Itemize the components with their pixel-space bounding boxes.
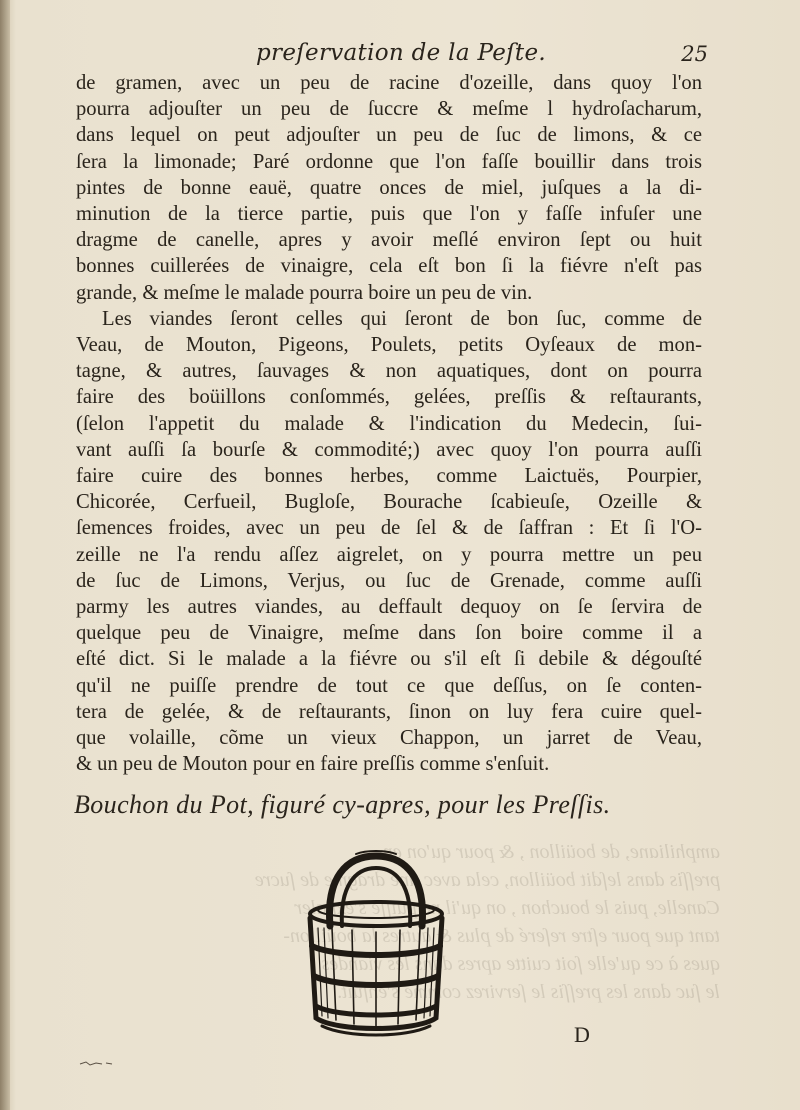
body-text	[76, 70, 702, 777]
figure-caption: Bouchon du Pot, figuré cy-apres, pour les Preſſis.	[74, 790, 611, 819]
running-head	[78, 40, 708, 74]
text-line: pintes de bonne eauë, quatre onces de miel, juſques a la di-	[76, 176, 702, 199]
ink-smudge	[78, 1058, 118, 1068]
text-line: tera de gelée, & de reſtaurants, ſinon on luy fera cuire quel-	[76, 700, 702, 723]
text-line: dans lequel on peut adjouſter un peu de ſuc de limons, & ce	[76, 124, 702, 147]
lidded-pot-woodcut-icon	[296, 848, 456, 1038]
text-line: faire des boüillons conſommés, gelées, preſſis & reſtaurants,	[76, 386, 702, 409]
text-line: de gramen, avec un peu de racine d'ozeille, dans quoy l'on	[76, 72, 702, 94]
text-line: Les viandes ſeront celles qui ſeront de bon ſuc, comme de	[102, 307, 702, 330]
text-line: vant auſſi ſa bourſe & commodité;) avec quoy l'on pourra auſſi	[76, 438, 702, 461]
signature-mark: D	[574, 1022, 590, 1047]
text-line: tagne, & autres, ſauvages & non aquatiques, dont on pourra	[76, 360, 702, 383]
text-line: zeille ne l'a rendu aſſez aigrelet, on y pourra mettre un peu	[76, 543, 702, 566]
text-line: pourra adjouſter un peu de ſuccre & meſme l hydroſacharum,	[76, 98, 702, 121]
text-line: quelque peu de Vinaigre, meſme dans ſon boire comme il a	[76, 622, 702, 645]
page-number: 25	[681, 42, 708, 66]
text-line: de ſuc de Limons, Verjus, ou ſuc de Grenade, comme auſſi	[76, 569, 702, 592]
text-line: que volaille, cõme un vieux Chappon, un jarret de Veau,	[76, 727, 702, 750]
text-line: minution de la tierce partie, puis que l'on y faſſe infuſer une	[76, 203, 702, 226]
text-line: eſté dict. Si le malade a la fiévre ou s'il eſt ſi debile & dégouſté	[76, 648, 702, 671]
text-line: qu'il ne puiſſe prendre de tout ce que deſſus, on ſe conten-	[76, 674, 702, 697]
text-line: ſera la limonade; Paré ordonne que l'on faſſe bouillir dans trois	[76, 150, 702, 173]
text-line: Veau, de Mouton, Pigeons, Poulets, petits Oyſeaux de mon-	[76, 334, 702, 357]
text-line: dragme de canelle, apres y avoir meſlé environ ſept ou huit	[76, 229, 702, 252]
text-line: parmy les autres viandes, au deffault dequoy on ſe ſervira de	[76, 596, 702, 619]
text-line: ſemences froides, avec un peu de ſel & de ſaffran : Et ſi l'O-	[76, 517, 702, 540]
text-line: faire cuire des bonnes herbes, comme Laictuës, Pourpier,	[76, 465, 702, 488]
running-title: preſervation de la Peſte.	[256, 40, 546, 66]
text-line: bonnes cuillerées de vinaigre, cela eſt bon ſi la fiévre n'eſt pas	[76, 255, 702, 278]
text-line: grande, & meſme le malade pourra boire un peu de vin.	[76, 281, 533, 304]
text-line: Chicorée, Cerfueil, Bugloſe, Bourache ſcabieuſe, Ozeille &	[76, 491, 702, 514]
text-line: & un peu de Mouton pour en faire preſſis comme s'enſuit.	[76, 753, 550, 776]
text-line: (ſelon l'appetit du malade & l'indication du Medecin, ſui-	[76, 412, 702, 435]
show-through-text: amphiliane, de boüillon , & pour qu'on en preſſis dans leſdit boüillon, cela avec une dragme de ſucre Canelle, puis le bouchon , on qu'il ne puiſſe s'exhaler tant que pour eſtre reſeré de plus & autres la boüillon- ques à ce qu'elle ſoit cuitte apres dans les viandes le ſuc dans les preſſis le ſervirez comme s'enſuit.	[254, 841, 720, 1003]
page-gutter	[0, 0, 10, 1110]
figure-pot	[296, 848, 456, 1038]
